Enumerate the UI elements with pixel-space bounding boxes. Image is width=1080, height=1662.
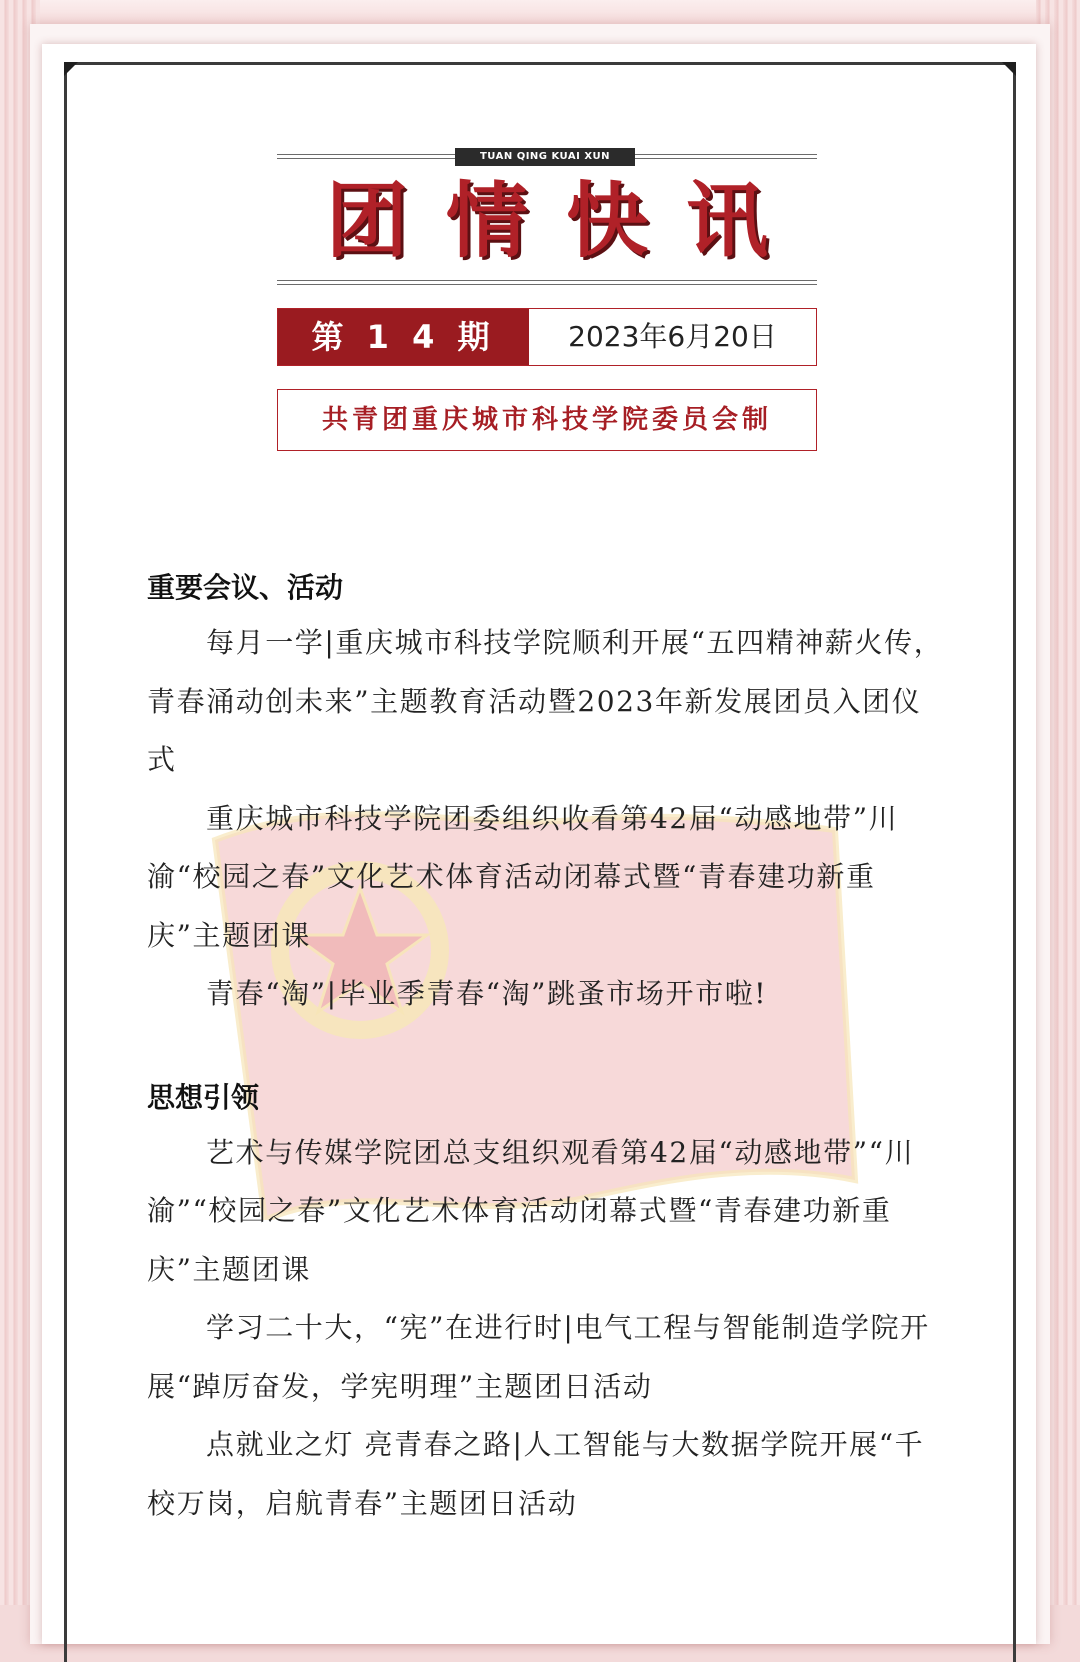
news-item[interactable]: 青春“淘”|毕业季青春“淘”跳蚤市场开市啦! xyxy=(206,977,768,1010)
publisher-label: 共青团重庆城市科技学院委员会制 xyxy=(277,389,817,451)
news-item[interactable]: 学习二十大，“宪”在进行时|电气工程与智能制造学院开展“踔厉奋发，学宪明理”主题团日活动 xyxy=(147,1311,930,1403)
section-heading: 思想引领 xyxy=(147,1080,260,1114)
masthead-rule-bottom xyxy=(277,280,817,285)
news-item[interactable]: 重庆城市科技学院团委组织收看第42届“动感地带”川渝“校园之春”文化艺术体育活动闭幕式暨“青春建功新重庆”主题团课 xyxy=(147,801,899,952)
news-content xyxy=(147,562,947,1533)
corner-ornament-left xyxy=(64,62,78,76)
news-item[interactable]: 每月一学|重庆城市科技学院顺利开展“五四精神薪火传，青春涌动创未来”主题教育活动暨2023年新发展团员入团仪式 xyxy=(147,626,944,776)
news-item[interactable]: 点就业之灯 亮青春之路|人工智能与大数据学院开展“千校万岗，启航青春”主题团日活动 xyxy=(147,1428,925,1520)
corner-ornament-right xyxy=(1002,62,1016,76)
masthead-title: 团情快讯 xyxy=(325,174,806,269)
issue-banner xyxy=(277,308,817,366)
issue-number: 第 1 4 期 xyxy=(278,309,529,365)
section-spacer xyxy=(147,1024,947,1072)
section-heading: 重要会议、活动 xyxy=(147,571,344,604)
issue-date: 2023年6月20日 xyxy=(568,320,777,353)
masthead-tag: TUAN QING KUAI XUN xyxy=(455,148,635,166)
news-item[interactable]: 艺术与传媒学院团总支组织观看第42届“动感地带”“川渝”“校园之春”文化艺术体育活动闭幕式暨“青春建功新重庆”主题团课 xyxy=(147,1135,915,1286)
